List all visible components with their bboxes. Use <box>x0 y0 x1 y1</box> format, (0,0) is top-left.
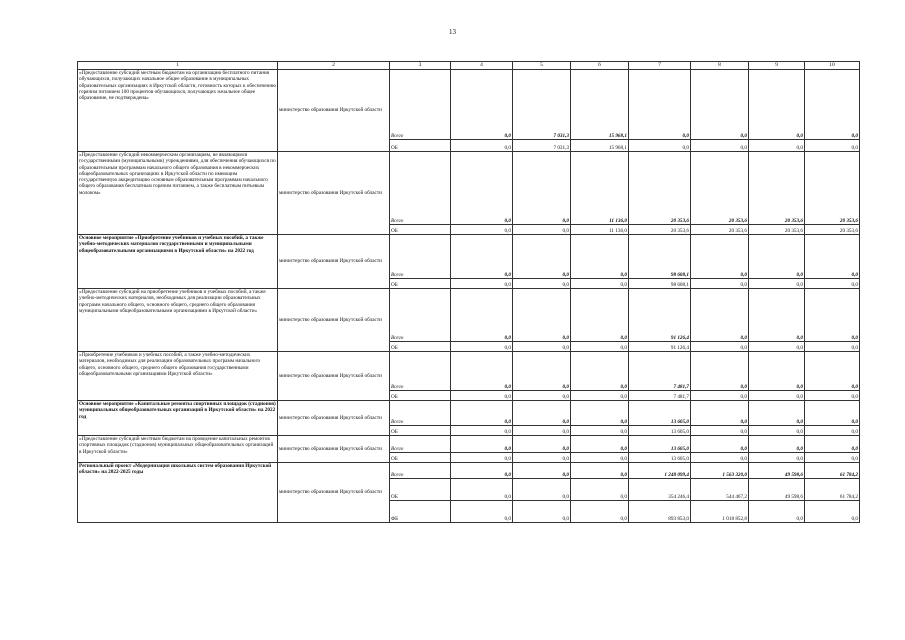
executor-cell: министерство образования Иркутской области <box>278 70 390 152</box>
amount-cell: 49 598,6 <box>749 463 805 479</box>
amount-cell: 354 246,4 <box>629 479 691 501</box>
funding-source: Всего <box>390 289 451 342</box>
amount-cell: 0,0 <box>513 342 571 352</box>
amount-cell: 0,0 <box>749 289 805 342</box>
measure-description: «Предоставление субсидий некоммерческим организациям, не являющимся государственными (муниципальными) учреждениями, для обеспечения обучающихся по образовательным программам начального общего образования в некоммерческих общеобразовательных организациях в Иркутской области по имеющим государственную аккредитацию основным образовательным программам начального общего образования бесплатным горячим питанием, а также бесплатным питьевым молоком» <box>78 152 278 235</box>
amount-cell: 0,0 <box>691 289 749 342</box>
amount-cell: 91 126,4 <box>629 289 691 342</box>
amount-cell: 0,0 <box>513 235 571 279</box>
amount-cell: 0,0 <box>749 453 805 463</box>
amount-cell: 98 608,1 <box>629 279 691 289</box>
amount-cell: 0,0 <box>805 391 860 401</box>
amount-cell: 0,0 <box>513 279 571 289</box>
amount-cell: 0,0 <box>571 463 629 479</box>
amount-cell: 0,0 <box>513 225 571 235</box>
amount-cell: 0,0 <box>571 352 629 391</box>
amount-cell: 0,0 <box>691 352 749 391</box>
funding-source: ОБ <box>390 453 451 463</box>
executor-cell: министерство образования Иркутской области <box>278 352 390 401</box>
measure-description: Основное мероприятие «Приобретение учебников и учебных пособий, а также учебно-методических материалов государственными и муниципальными общеобразовательными организациями в Иркутской области» на 2022 год <box>78 235 278 289</box>
amount-cell: 0,0 <box>451 235 513 279</box>
table-row <box>78 401 860 426</box>
column-number: 1 <box>78 62 278 70</box>
amount-cell: 0,0 <box>805 70 860 140</box>
amount-cell: 20 353,6 <box>749 152 805 225</box>
amount-cell: 0,0 <box>749 436 805 453</box>
executor-cell: министерство образования Иркутской области <box>278 463 390 523</box>
amount-cell: 0,0 <box>571 401 629 426</box>
amount-cell: 11 136,0 <box>571 152 629 225</box>
amount-cell: 0,0 <box>451 436 513 453</box>
table-row <box>78 289 860 342</box>
amount-cell: 0,0 <box>805 501 860 523</box>
amount-cell: 0,0 <box>691 401 749 426</box>
amount-cell: 0,0 <box>513 391 571 401</box>
amount-cell: 20 353,6 <box>691 225 749 235</box>
amount-cell: 0,0 <box>451 279 513 289</box>
executor-cell: министерство образования Иркутской области <box>278 235 390 289</box>
amount-cell: 0,0 <box>451 391 513 401</box>
amount-cell: 0,0 <box>691 391 749 401</box>
amount-cell: 0,0 <box>749 352 805 391</box>
amount-cell: 1 563 320,0 <box>691 463 749 479</box>
measure-description: Основное мероприятие «Капитальные ремонты спортивных площадок (стадионов) муниципальных общеобразовательных организаций в Иркутской области» на 2022 год <box>78 401 278 436</box>
funding-source: ОБ <box>390 140 451 152</box>
amount-cell: 91 126,4 <box>629 342 691 352</box>
amount-cell: 0,0 <box>513 436 571 453</box>
amount-cell: 0,0 <box>805 426 860 436</box>
table-row <box>78 352 860 391</box>
amount-cell: 893 853,0 <box>629 501 691 523</box>
amount-cell: 0,0 <box>629 140 691 152</box>
amount-cell: 0,0 <box>513 352 571 391</box>
amount-cell: 0,0 <box>629 70 691 140</box>
table-row <box>78 152 860 225</box>
amount-cell: 544 467,2 <box>691 479 749 501</box>
table-row <box>78 463 860 479</box>
funding-source: Всего <box>390 401 451 426</box>
amount-cell: 0,0 <box>451 225 513 235</box>
executor-cell: министерство образования Иркутской области <box>278 152 390 235</box>
amount-cell: 0,0 <box>513 426 571 436</box>
executor-cell: министерство образования Иркутской области <box>278 401 390 436</box>
amount-cell: 0,0 <box>691 235 749 279</box>
amount-cell: 20 353,6 <box>805 152 860 225</box>
executor-cell: министерство образования Иркутской области <box>278 289 390 352</box>
measure-description: «Предоставление субсидий местным бюджетам на организацию бесплатного питания обучающихся, получающих начальное общее образование в муниципальных образовательных организациях в Иркутской области, готовность которых к обеспечению горячим питанием 100 процентов обучающихся, получающих начальное общее образование, не подтверждена» <box>78 70 278 152</box>
amount-cell: 0,0 <box>691 70 749 140</box>
amount-cell: 0,0 <box>571 436 629 453</box>
amount-cell: 98 608,1 <box>629 235 691 279</box>
amount-cell: 0,0 <box>805 140 860 152</box>
amount-cell: 49 598,6 <box>749 479 805 501</box>
amount-cell: 0,0 <box>571 391 629 401</box>
amount-cell: 0,0 <box>749 342 805 352</box>
funding-source: Всего <box>390 152 451 225</box>
column-number: 6 <box>571 62 629 70</box>
amount-cell: 0,0 <box>749 140 805 152</box>
page-number: 13 <box>449 28 456 36</box>
executor-cell: министерство образования Иркутской области <box>278 436 390 463</box>
funding-source: Всего <box>390 436 451 453</box>
amount-cell: 0,0 <box>513 401 571 426</box>
amount-cell: 0,0 <box>691 426 749 436</box>
amount-cell: 1 018 852,8 <box>691 501 749 523</box>
measure-description: Региональный проект «Модернизация школьных систем образования Иркутской области» на 2022-2025 годы <box>78 463 278 523</box>
amount-cell: 0,0 <box>513 463 571 479</box>
column-number-row <box>78 62 860 70</box>
amount-cell: 0,0 <box>451 352 513 391</box>
amount-cell: 0,0 <box>691 436 749 453</box>
amount-cell: 13 605,0 <box>629 436 691 453</box>
amount-cell: 61 784,2 <box>805 479 860 501</box>
table-row <box>78 70 860 140</box>
amount-cell: 0,0 <box>571 426 629 436</box>
amount-cell: 13 605,0 <box>629 401 691 426</box>
funding-source: ОБ <box>390 426 451 436</box>
amount-cell: 20 353,6 <box>691 152 749 225</box>
table-row <box>78 235 860 279</box>
column-number: 7 <box>629 62 691 70</box>
measure-description: «Предоставление субсидий местным бюджетам на проведение капитальных ремонтов спортивных площадок (стадионов) муниципальных общеобразовательных организаций в Иркутской области» <box>78 436 278 463</box>
amount-cell: 0,0 <box>451 501 513 523</box>
amount-cell: 0,0 <box>451 152 513 225</box>
column-number: 10 <box>805 62 860 70</box>
column-number: 8 <box>691 62 749 70</box>
amount-cell: 0,0 <box>571 235 629 279</box>
funding-source: ОБ <box>390 342 451 352</box>
amount-cell: 0,0 <box>571 289 629 342</box>
amount-cell: 7 481,7 <box>629 352 691 391</box>
amount-cell: 0,0 <box>805 352 860 391</box>
amount-cell: 0,0 <box>571 479 629 501</box>
table-row <box>78 436 860 453</box>
amount-cell: 0,0 <box>749 235 805 279</box>
funding-source: Всего <box>390 352 451 391</box>
amount-cell: 0,0 <box>513 453 571 463</box>
amount-cell: 0,0 <box>691 342 749 352</box>
amount-cell: 0,0 <box>451 479 513 501</box>
funding-source: ОБ <box>390 225 451 235</box>
column-number: 4 <box>451 62 513 70</box>
amount-cell: 0,0 <box>749 501 805 523</box>
column-number: 5 <box>513 62 571 70</box>
amount-cell: 0,0 <box>805 289 860 342</box>
amount-cell: 1 248 099,4 <box>629 463 691 479</box>
amount-cell: 0,0 <box>691 140 749 152</box>
amount-cell: 0,0 <box>571 342 629 352</box>
funding-source: ОБ <box>390 391 451 401</box>
amount-cell: 0,0 <box>691 279 749 289</box>
amount-cell: 0,0 <box>805 279 860 289</box>
amount-cell: 0,0 <box>451 453 513 463</box>
amount-cell: 0,0 <box>749 401 805 426</box>
column-number: 2 <box>278 62 390 70</box>
amount-cell: 0,0 <box>451 140 513 152</box>
funding-source: ОБ <box>390 279 451 289</box>
amount-cell: 0,0 <box>513 289 571 342</box>
amount-cell: 0,0 <box>749 426 805 436</box>
column-number: 9 <box>749 62 805 70</box>
amount-cell: 20 353,6 <box>629 152 691 225</box>
amount-cell: 15 968,1 <box>571 70 629 140</box>
column-number: 3 <box>390 62 451 70</box>
amount-cell: 0,0 <box>749 279 805 289</box>
funding-source: ОБ <box>390 479 451 501</box>
amount-cell: 0,0 <box>571 453 629 463</box>
amount-cell: 0,0 <box>749 391 805 401</box>
budget-table <box>77 61 860 523</box>
amount-cell: 0,0 <box>451 70 513 140</box>
amount-cell: 7 031,3 <box>513 70 571 140</box>
amount-cell: 0,0 <box>805 235 860 279</box>
amount-cell: 13 605,0 <box>629 453 691 463</box>
amount-cell: 11 136,0 <box>571 225 629 235</box>
amount-cell: 7 481,7 <box>629 391 691 401</box>
amount-cell: 0,0 <box>749 70 805 140</box>
amount-cell: 61 784,2 <box>805 463 860 479</box>
amount-cell: 0,0 <box>451 342 513 352</box>
funding-source: Всего <box>390 463 451 479</box>
amount-cell: 7 031,3 <box>513 140 571 152</box>
amount-cell: 0,0 <box>451 289 513 342</box>
amount-cell: 0,0 <box>571 501 629 523</box>
funding-source: Всего <box>390 235 451 279</box>
amount-cell: 0,0 <box>805 436 860 453</box>
amount-cell: 0,0 <box>691 453 749 463</box>
funding-source: ФБ <box>390 501 451 523</box>
measure-description: «Предоставление субсидий на приобретение учебников и учебных пособий, а также учебно-методических материалов, необходимых для реализации образовательных программ начального общего, основного общего, среднего общего образования муниципальными общеобразовательными организациями в Иркутской области» <box>78 289 278 352</box>
amount-cell: 0,0 <box>513 479 571 501</box>
amount-cell: 0,0 <box>571 279 629 289</box>
measure-description: «Приобретение учебников и учебных пособий, а также учебно-методических материалов, необходимых для реализации образовательных программ начального общего, основного общего, среднего общего образования государственными общеобразовательными организациями Иркутской области» <box>78 352 278 401</box>
amount-cell: 0,0 <box>451 463 513 479</box>
amount-cell: 0,0 <box>513 152 571 225</box>
amount-cell: 15 968,1 <box>571 140 629 152</box>
amount-cell: 20 353,6 <box>805 225 860 235</box>
amount-cell: 0,0 <box>805 401 860 426</box>
amount-cell: 0,0 <box>451 401 513 426</box>
amount-cell: 0,0 <box>805 342 860 352</box>
amount-cell: 0,0 <box>805 453 860 463</box>
amount-cell: 13 605,0 <box>629 426 691 436</box>
amount-cell: 0,0 <box>451 426 513 436</box>
amount-cell: 20 353,6 <box>629 225 691 235</box>
amount-cell: 20 353,6 <box>749 225 805 235</box>
amount-cell: 0,0 <box>513 501 571 523</box>
funding-source: Всего <box>390 70 451 140</box>
